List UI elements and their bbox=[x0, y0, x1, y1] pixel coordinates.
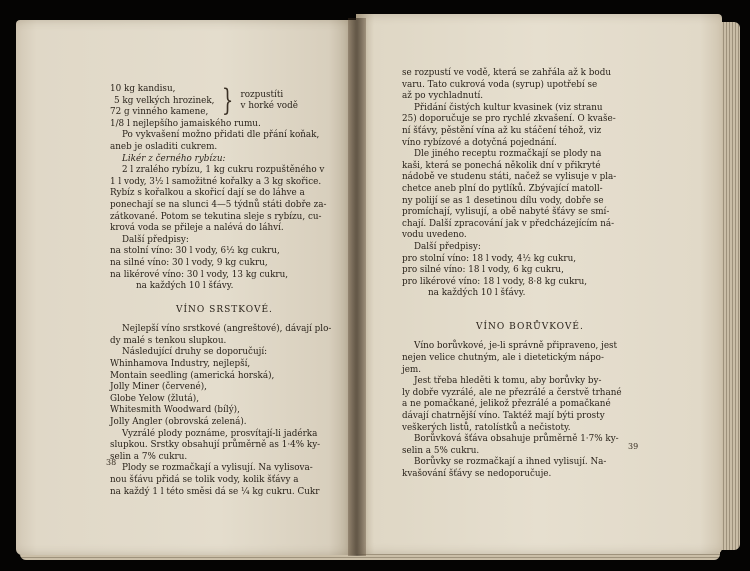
kvasinky-line: víno rybízové a dotyčná pojednání. bbox=[402, 137, 557, 148]
boruvkove-line: nejen velice chutným, ale i dietetickým nápo- bbox=[402, 353, 604, 364]
srstkove-line: dy malé s tenkou slupkou. bbox=[110, 335, 227, 346]
left-page-text bbox=[110, 84, 331, 498]
druhy-title: Následující druhy se doporučují: bbox=[122, 347, 268, 358]
cognac-line: aneb je osladiti cukrem. bbox=[110, 141, 218, 152]
predpisy-line: na stolní víno: 30 l vody, 6½ kg cukru, bbox=[110, 246, 280, 257]
predpisy-title: Další předpisy: bbox=[414, 241, 481, 252]
brace-label-line: rozpustíti bbox=[240, 89, 284, 100]
liker-title: Likér z černého rybízu: bbox=[122, 153, 226, 164]
recept-line: kaši, která se ponechá několik dní v přikryté bbox=[402, 160, 601, 171]
variety-item: Jolly Miner (červené), bbox=[110, 382, 207, 393]
variety-item: Whitesmith Woodward (bílý), bbox=[110, 405, 240, 416]
stava-line: Borůvková šťáva obsahuje průměrně 1·7% ky- bbox=[414, 434, 619, 445]
recept-line: chají. Další zpracování jak v předcházejícím ná- bbox=[402, 218, 615, 229]
page-number-left: 38 bbox=[106, 458, 117, 467]
zrale-line: Plody se rozmačkají a vylisují. Na vylisova- bbox=[122, 463, 313, 474]
variety-item: Jolly Angler (obrovská zelená). bbox=[110, 417, 247, 428]
top-line: se rozpustí ve vodě, která se zahřála až k bodu bbox=[402, 68, 611, 78]
brace-symbol: } bbox=[222, 83, 234, 119]
kvasinky-line: Přidání čistých kultur kvasinek (viz stranu bbox=[414, 102, 603, 113]
book-gutter bbox=[348, 18, 366, 556]
liker-line: Rybíz s kořalkou a skořicí dají se do láhve a bbox=[110, 188, 305, 199]
predpisy-line: pro likérové víno: 18 l vody, 8·8 kg cukru, bbox=[402, 276, 588, 287]
liker-line: 2 l zralého rybízu, 1 kg cukru rozpuštěného v bbox=[122, 165, 325, 176]
left-page bbox=[16, 20, 356, 555]
section-heading-boruvkove: VÍNO BORŮVKOVÉ. bbox=[476, 321, 584, 332]
predpisy-line: na každých 10 l šťávy. bbox=[428, 288, 526, 299]
open-book bbox=[8, 12, 740, 560]
hledeti-line: veškerých listů, ratolístků a nečistoty. bbox=[402, 422, 571, 433]
variety-item: Montain seedling (americká horská), bbox=[110, 370, 275, 381]
predpisy-line: pro stolní víno: 18 l vody, 4½ kg cukru, bbox=[402, 253, 577, 264]
top-line: až po vychladnutí. bbox=[402, 91, 484, 102]
kvasinky-line: 25) doporučuje se pro rychlé zkvašení. O kvaše- bbox=[402, 114, 616, 125]
zrale-line: na každý 1 l této směsi dá se ¼ kg cukru. Cukr bbox=[110, 486, 320, 497]
recept-line: vodu uvedeno. bbox=[402, 230, 467, 241]
recept-line: ny polijí se as 1 desetinou dílu vody, dobře se bbox=[402, 195, 604, 206]
hledeti-line: Jest třeba hleděti k tomu, aby borůvky by- bbox=[414, 376, 602, 387]
liker-line: krová voda se přileje a nalévá do láhví. bbox=[110, 223, 284, 234]
recept-line: nádobě ve studenu státi, načež se vylisuje v pla- bbox=[402, 172, 617, 183]
zrale-line: Vyzrálé plody poznáme, prosvítají-li jadérka bbox=[122, 428, 318, 439]
right-page-text bbox=[402, 68, 622, 481]
ingredient-line: 5 kg velkých hrozinek, bbox=[114, 95, 215, 106]
boruvkove-line: Víno borůvkové, je-li správně připraveno, jest bbox=[414, 341, 618, 352]
hledeti-line: ly dobře vyzrálé, ale ne přezrálé a čerstvě trhané bbox=[402, 387, 622, 398]
zrale-line: selin a 7% cukru. bbox=[110, 451, 188, 462]
page-number-right: 39 bbox=[628, 442, 639, 451]
top-line: varu. Tato cukrová voda (syrup) upotřebí se bbox=[402, 79, 598, 90]
right-page bbox=[356, 14, 722, 554]
ingredient-brace-group bbox=[110, 84, 331, 119]
hledeti-line: a ne pomačkané, jelikož přezrálé a pomačkané bbox=[402, 399, 611, 410]
predpisy-line: na každých 10 l šťávy. bbox=[136, 281, 234, 292]
stava-line: selin a 5% cukru. bbox=[402, 445, 480, 456]
brace-label-line: v horké vodě bbox=[240, 101, 298, 112]
liker-line: zátkované. Potom se tekutina sleje s rybízu, cu- bbox=[110, 211, 322, 222]
predpisy-line: na silné víno: 30 l vody, 9 kg cukru, bbox=[110, 257, 268, 268]
recept-line: promíchají, vylisují, a obě nabyté šťávy se smí- bbox=[402, 207, 610, 218]
stava-line: Borůvky se rozmačkají a ihned vylisují. Na- bbox=[414, 457, 607, 468]
kvasinky-line: ní šťávy, pěstění vína až ku stáčení téhož, viz bbox=[402, 125, 602, 136]
recept-line: chetce aneb plní do pytlíků. Zbývající matoll- bbox=[402, 183, 603, 194]
srstkove-line: Nejlepší víno srstkové (angreštové), dávají plo- bbox=[122, 324, 332, 335]
ingredient-line: 10 kg kandisu, bbox=[110, 84, 176, 94]
ingredient-line: 72 g vinného kamene, bbox=[110, 107, 209, 118]
hledeti-line: dávají chatrnější víno. Taktéž mají býti prosty bbox=[402, 411, 605, 422]
liker-line: ponechají se na slunci 4—5 týdnů státi dobře za- bbox=[110, 199, 327, 210]
predpisy-line: pro silné víno: 18 l vody, 6 kg cukru, bbox=[402, 265, 564, 276]
predpisy-title: Další předpisy: bbox=[122, 234, 189, 245]
zrale-line: nou šťávu přidá se tolik vody, kolik šťávy a bbox=[110, 475, 299, 485]
recept-line: Dle jiného receptu rozmačkají se plody na bbox=[414, 149, 602, 160]
zrale-line: slupkou. Srstky obsahují průměrně as 1·4% ky- bbox=[110, 440, 321, 451]
liker-line: 1 l vody, 3½ l samožitné kořalky a 3 kg skořice. bbox=[110, 176, 322, 187]
cognac-line: Po vykvašení možno přidati dle přání koňak, bbox=[122, 130, 320, 141]
stava-line: kvašování šťávy se nedoporučuje. bbox=[402, 469, 552, 479]
variety-item: Whinhamova Industry, nejlepší, bbox=[110, 359, 251, 370]
predpisy-line: na likérové víno: 30 l vody, 13 kg cukru, bbox=[110, 269, 289, 280]
boruvkove-line: jem. bbox=[402, 364, 422, 375]
section-heading-srstkove: VÍNO SRSTKOVÉ. bbox=[176, 304, 273, 315]
variety-item: Globe Yelow (žlutá), bbox=[110, 393, 200, 404]
rum-line: 1/8 l nejlepšího jamaiského rumu. bbox=[110, 118, 261, 129]
